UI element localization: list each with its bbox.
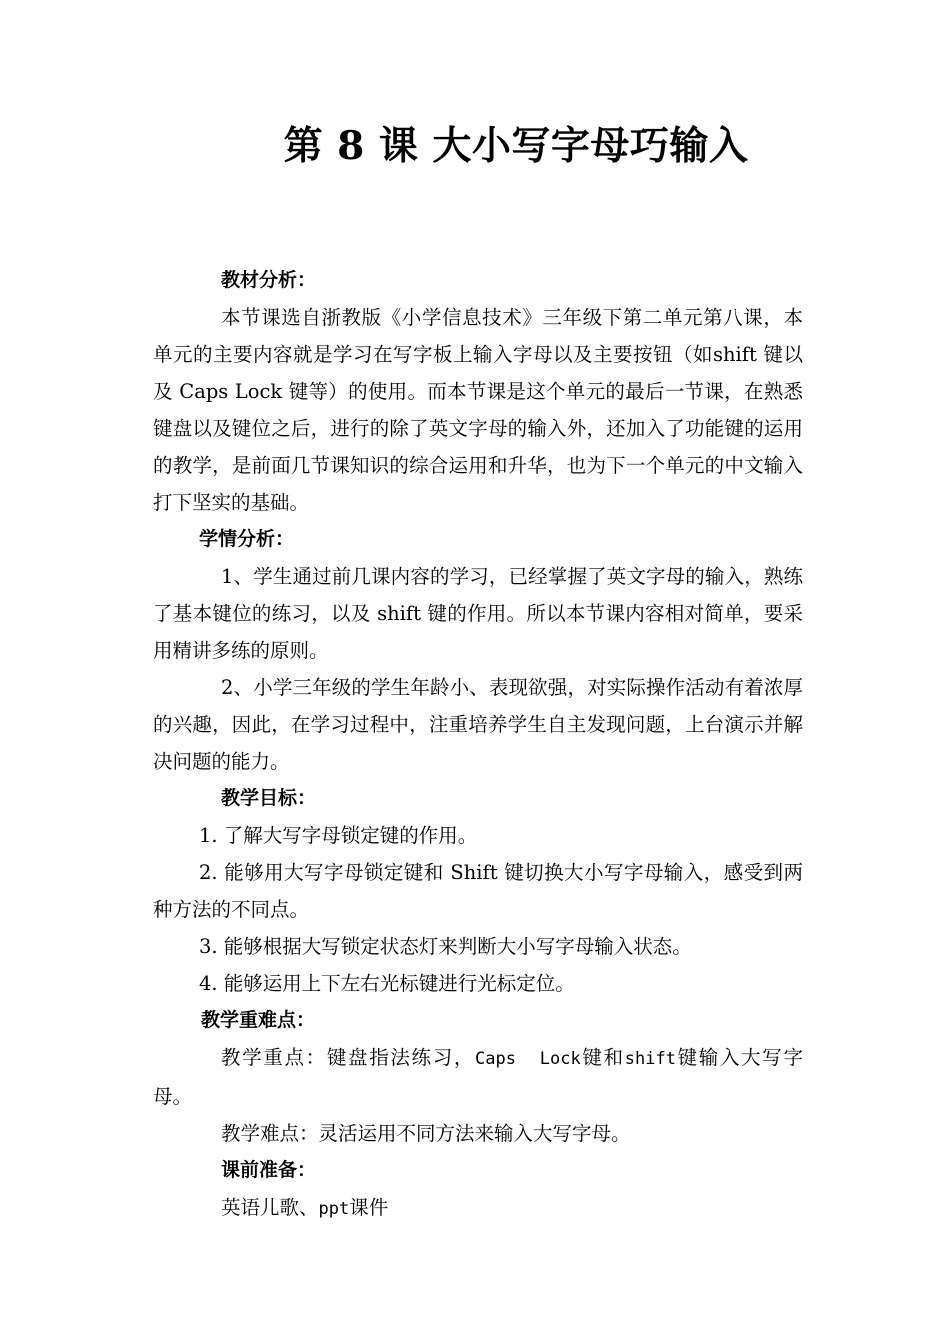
prep-line (153, 1189, 803, 1228)
section-heading-goals: 教学目标： (221, 787, 317, 809)
keypoints-code-shift: shift (624, 1049, 676, 1069)
goal-item-2: 2. 能够用大写字母锁定键和 Shift 键切换大小写字母输入，感受到两种方法的不同点。 (153, 861, 803, 921)
keypoints-code-caps-lock: Caps Lock (475, 1049, 581, 1069)
material-paragraph: 本节课选自浙教版《小学信息技术》三年级下第二单元第八课，本单元的主要内容就是学习在写字板上输入字母以及主要按钮（如shift 键以及 Caps Lock 键等）的使用。而本节课是这个单元的最后一节课，在熟悉键盘以及键位之后，进行的除了英文字母的输入外，还加入了功能键的运用的教学，是前面几节课知识的综合运用和升华，也为下一个单元的中文输入打下坚实的基础。 (153, 306, 803, 514)
keypoints-focus-prefix: 教学重点：键盘指法练习， (221, 1046, 476, 1069)
section-heading-prep: 课前准备： (221, 1159, 317, 1181)
section-heading-material: 教材分析： (221, 269, 317, 291)
prep-prefix: 英语儿歌、 (221, 1196, 319, 1219)
section-heading-students: 学情分析： (199, 528, 295, 550)
section-heading-keypoints: 教学重难点： (201, 1009, 316, 1031)
goal-item-3: 3. 能够根据大写锁定状态灯来判断大小写字母输入状态。 (199, 935, 692, 958)
page-title: 第 8 课 大小写字母巧输入 (283, 123, 749, 169)
keypoints-focus (153, 1039, 803, 1115)
document-body (153, 262, 803, 1228)
goal-item-1: 1. 了解大写字母锁定键的作用。 (199, 824, 478, 847)
prep-suffix: 课件 (349, 1196, 389, 1219)
students-paragraph-2: 2、小学三年级的学生年龄小、表现欲强，对实际操作活动有着浓厚的兴趣，因此，在学习过程中，注重培养学生自主发现问题，上台演示并解决问题的能力。 (153, 676, 803, 773)
goal-item-4: 4. 能够运用上下左右光标键进行光标定位。 (199, 972, 575, 995)
students-paragraph-1: 1、学生通过前几课内容的学习，已经掌握了英文字母的输入，熟练了基本键位的练习，以及 shift 键的作用。所以本节课内容相对简单，要采用精讲多练的原则。 (153, 565, 803, 662)
prep-code-ppt: ppt (318, 1199, 350, 1219)
keypoints-focus-mid: 键和 (580, 1046, 625, 1069)
keypoints-focus-suffix: 键输入大写字母。 (153, 1046, 803, 1108)
keypoints-difficulty: 教学难点：灵活运用不同方法来输入大写字母。 (221, 1122, 631, 1145)
